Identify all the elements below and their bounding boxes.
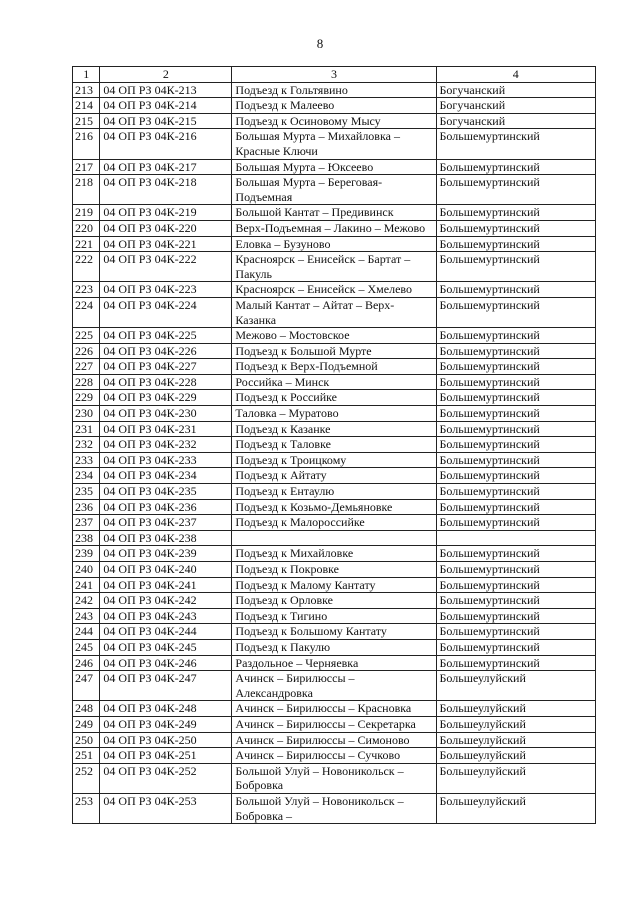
- district-cell: Большеулуйский: [436, 763, 595, 793]
- district-cell: Большемуртинский: [436, 359, 595, 375]
- road-name-cell: Ачинск – Бирилюссы – Красновка: [232, 701, 436, 717]
- road-id-cell: 04 ОП РЗ 04К-249: [100, 716, 232, 732]
- row-number-cell: 251: [73, 748, 100, 764]
- district-cell: Большеулуйский: [436, 716, 595, 732]
- table-row: [73, 577, 596, 593]
- table-row: [73, 205, 596, 221]
- table-row: [73, 624, 596, 640]
- table-row: [73, 98, 596, 114]
- road-name-cell: Подъезд к Казанке: [232, 421, 436, 437]
- table-row: [73, 328, 596, 344]
- table-row: [73, 484, 596, 500]
- table-row: [73, 252, 596, 282]
- district-cell: Большемуртинский: [436, 452, 595, 468]
- district-cell: Богучанский: [436, 98, 595, 114]
- road-id-cell: 04 ОП РЗ 04К-223: [100, 282, 232, 298]
- district-cell: Большемуртинский: [436, 608, 595, 624]
- road-id-cell: 04 ОП РЗ 04К-238: [100, 530, 232, 546]
- road-name-cell: Подъезд к Малороссийке: [232, 515, 436, 531]
- road-id-cell: 04 ОП РЗ 04К-250: [100, 732, 232, 748]
- road-name-cell: Красноярск – Енисейск – Бартат – Пакуль: [232, 252, 436, 282]
- table-row: [73, 671, 596, 701]
- row-number-cell: 240: [73, 562, 100, 578]
- road-id-cell: 04 ОП РЗ 04К-248: [100, 701, 232, 717]
- road-name-cell: Малый Кантат – Айтат – Верх-Казанка: [232, 297, 436, 327]
- road-name-cell: Большой Кантат – Предивинск: [232, 205, 436, 221]
- road-name-cell: Красноярск – Енисейск – Хмелево: [232, 282, 436, 298]
- road-name-cell: Подъезд к Малому Кантату: [232, 577, 436, 593]
- row-number-cell: 250: [73, 732, 100, 748]
- table-row: [73, 220, 596, 236]
- district-cell: Большемуртинский: [436, 562, 595, 578]
- district-cell: Богучанский: [436, 113, 595, 129]
- road-id-cell: 04 ОП РЗ 04К-232: [100, 437, 232, 453]
- table-row: [73, 593, 596, 609]
- district-cell: Большеулуйский: [436, 671, 595, 701]
- road-id-cell: 04 ОП РЗ 04К-252: [100, 763, 232, 793]
- table-row: [73, 236, 596, 252]
- table-row: [73, 159, 596, 175]
- road-name-cell: Подъезд к Михайловке: [232, 546, 436, 562]
- road-name-cell: Подъезд к Ентаулю: [232, 484, 436, 500]
- district-cell: Большемуртинский: [436, 252, 595, 282]
- row-number-cell: 236: [73, 499, 100, 515]
- district-cell: Богучанский: [436, 82, 595, 98]
- table-row: [73, 515, 596, 531]
- row-number-cell: 242: [73, 593, 100, 609]
- district-cell: Большемуртинский: [436, 175, 595, 205]
- road-name-cell: Подъезд к Гольтявино: [232, 82, 436, 98]
- table-row: [73, 530, 596, 546]
- district-cell: Большемуртинский: [436, 220, 595, 236]
- table-row: [73, 282, 596, 298]
- row-number-cell: 232: [73, 437, 100, 453]
- district-cell: Большемуртинский: [436, 159, 595, 175]
- row-number-cell: 252: [73, 763, 100, 793]
- road-name-cell: Большая Мурта – Береговая-Подъемная: [232, 175, 436, 205]
- road-name-cell: Подъезд к Таловке: [232, 437, 436, 453]
- road-id-cell: 04 ОП РЗ 04К-231: [100, 421, 232, 437]
- table-row: [73, 374, 596, 390]
- road-name-cell: Подъезд к Осиновому Мысу: [232, 113, 436, 129]
- table-row: [73, 716, 596, 732]
- road-name-cell: Подъезд к Пакулю: [232, 639, 436, 655]
- row-number-cell: 234: [73, 468, 100, 484]
- district-cell: Большемуртинский: [436, 624, 595, 640]
- road-id-cell: 04 ОП РЗ 04К-241: [100, 577, 232, 593]
- table-row: [73, 437, 596, 453]
- district-cell: Большеулуйский: [436, 701, 595, 717]
- district-cell: Большемуртинский: [436, 343, 595, 359]
- road-id-cell: 04 ОП РЗ 04К-236: [100, 499, 232, 515]
- row-number-cell: 224: [73, 297, 100, 327]
- road-id-cell: 04 ОП РЗ 04К-244: [100, 624, 232, 640]
- road-id-cell: 04 ОП РЗ 04К-213: [100, 82, 232, 98]
- table-row: [73, 655, 596, 671]
- road-name-cell: Подъезд к Малеево: [232, 98, 436, 114]
- table-row: [73, 359, 596, 375]
- row-number-cell: 241: [73, 577, 100, 593]
- row-number-cell: 215: [73, 113, 100, 129]
- road-id-cell: 04 ОП РЗ 04К-251: [100, 748, 232, 764]
- road-id-cell: 04 ОП РЗ 04К-233: [100, 452, 232, 468]
- district-cell: Большеулуйский: [436, 793, 595, 823]
- table-row: [73, 406, 596, 422]
- road-name-cell: Большой Улуй – Новоникольск – Бобровка: [232, 763, 436, 793]
- table-row: [73, 390, 596, 406]
- road-name-cell: Верх-Подъемная – Лакино – Межово: [232, 220, 436, 236]
- header-col-1: 1: [73, 67, 100, 83]
- road-id-cell: 04 ОП РЗ 04К-218: [100, 175, 232, 205]
- district-cell: Большемуртинский: [436, 236, 595, 252]
- table-row: [73, 175, 596, 205]
- district-cell: Большемуртинский: [436, 129, 595, 159]
- road-name-cell: Подъезд к Орловке: [232, 593, 436, 609]
- road-name-cell: Подъезд к Большой Мурте: [232, 343, 436, 359]
- district-cell: Большемуртинский: [436, 421, 595, 437]
- table-row: [73, 608, 596, 624]
- row-number-cell: 239: [73, 546, 100, 562]
- district-cell: Большемуртинский: [436, 437, 595, 453]
- table-row: [73, 82, 596, 98]
- road-name-cell: Подъезд к Айтату: [232, 468, 436, 484]
- road-name-cell: Ачинск – Бирилюссы – Сучково: [232, 748, 436, 764]
- road-id-cell: 04 ОП РЗ 04К-239: [100, 546, 232, 562]
- road-id-cell: 04 ОП РЗ 04К-216: [100, 129, 232, 159]
- road-name-cell: Таловка – Муратово: [232, 406, 436, 422]
- district-cell: Большемуртинский: [436, 546, 595, 562]
- row-number-cell: 244: [73, 624, 100, 640]
- row-number-cell: 228: [73, 374, 100, 390]
- district-cell: Большемуртинский: [436, 639, 595, 655]
- row-number-cell: 243: [73, 608, 100, 624]
- district-cell: [436, 530, 595, 546]
- table-row: [73, 297, 596, 327]
- row-number-cell: 246: [73, 655, 100, 671]
- table-row: [73, 499, 596, 515]
- road-name-cell: Подъезд к Козьмо-Демьяновке: [232, 499, 436, 515]
- row-number-cell: 229: [73, 390, 100, 406]
- row-number-cell: 238: [73, 530, 100, 546]
- road-id-cell: 04 ОП РЗ 04К-229: [100, 390, 232, 406]
- row-number-cell: 249: [73, 716, 100, 732]
- district-cell: Большемуртинский: [436, 297, 595, 327]
- district-cell: Большемуртинский: [436, 499, 595, 515]
- district-cell: Большеулуйский: [436, 732, 595, 748]
- table-row: [73, 748, 596, 764]
- page-number: 8: [316, 36, 324, 51]
- road-id-cell: 04 ОП РЗ 04К-253: [100, 793, 232, 823]
- road-name-cell: [232, 530, 436, 546]
- road-id-cell: 04 ОП РЗ 04К-217: [100, 159, 232, 175]
- district-cell: Большемуртинский: [436, 374, 595, 390]
- road-id-cell: 04 ОП РЗ 04К-219: [100, 205, 232, 221]
- road-id-cell: 04 ОП РЗ 04К-234: [100, 468, 232, 484]
- table-row: [73, 562, 596, 578]
- road-id-cell: 04 ОП РЗ 04К-235: [100, 484, 232, 500]
- road-name-cell: Еловка – Бузуново: [232, 236, 436, 252]
- row-number-cell: 226: [73, 343, 100, 359]
- road-id-cell: 04 ОП РЗ 04К-243: [100, 608, 232, 624]
- table-row: [73, 732, 596, 748]
- table-row: [73, 452, 596, 468]
- row-number-cell: 220: [73, 220, 100, 236]
- road-id-cell: 04 ОП РЗ 04К-224: [100, 297, 232, 327]
- road-id-cell: 04 ОП РЗ 04К-237: [100, 515, 232, 531]
- road-name-cell: Подъезд к Большому Кантату: [232, 624, 436, 640]
- district-cell: Большемуртинский: [436, 390, 595, 406]
- table-row: [73, 763, 596, 793]
- road-name-cell: Российка – Минск: [232, 374, 436, 390]
- header-col-2: 2: [100, 67, 232, 83]
- header-col-4: 4: [436, 67, 595, 83]
- road-id-cell: 04 ОП РЗ 04К-221: [100, 236, 232, 252]
- road-id-cell: 04 ОП РЗ 04К-242: [100, 593, 232, 609]
- header-col-3: 3: [232, 67, 436, 83]
- road-name-cell: Большая Мурта – Михайловка – Красные Ключи: [232, 129, 436, 159]
- road-name-cell: Подъезд к Верх-Подъемной: [232, 359, 436, 375]
- road-id-cell: 04 ОП РЗ 04К-246: [100, 655, 232, 671]
- district-cell: Большемуртинский: [436, 515, 595, 531]
- row-number-cell: 237: [73, 515, 100, 531]
- road-id-cell: 04 ОП РЗ 04К-247: [100, 671, 232, 701]
- row-number-cell: 233: [73, 452, 100, 468]
- road-id-cell: 04 ОП РЗ 04К-245: [100, 639, 232, 655]
- table-row: [73, 421, 596, 437]
- row-number-cell: 221: [73, 236, 100, 252]
- table-row: [73, 546, 596, 562]
- road-id-cell: 04 ОП РЗ 04К-225: [100, 328, 232, 344]
- table-header-row: [73, 67, 596, 83]
- district-cell: Большемуртинский: [436, 655, 595, 671]
- table-row: [73, 468, 596, 484]
- road-id-cell: 04 ОП РЗ 04К-215: [100, 113, 232, 129]
- road-id-cell: 04 ОП РЗ 04К-220: [100, 220, 232, 236]
- row-number-cell: 219: [73, 205, 100, 221]
- row-number-cell: 227: [73, 359, 100, 375]
- table-row: [73, 701, 596, 717]
- row-number-cell: 216: [73, 129, 100, 159]
- row-number-cell: 213: [73, 82, 100, 98]
- row-number-cell: 230: [73, 406, 100, 422]
- roads-table: [72, 66, 596, 824]
- road-name-cell: Раздольное – Черняевка: [232, 655, 436, 671]
- road-id-cell: 04 ОП РЗ 04К-226: [100, 343, 232, 359]
- district-cell: Большемуртинский: [436, 282, 595, 298]
- district-cell: Большемуртинский: [436, 328, 595, 344]
- table-row: [73, 343, 596, 359]
- road-name-cell: Ачинск – Бирилюссы – Симоново: [232, 732, 436, 748]
- road-id-cell: 04 ОП РЗ 04К-214: [100, 98, 232, 114]
- road-name-cell: Подъезд к Российке: [232, 390, 436, 406]
- district-cell: Большемуртинский: [436, 468, 595, 484]
- road-name-cell: Ачинск – Бирилюссы – Секретарка: [232, 716, 436, 732]
- row-number-cell: 214: [73, 98, 100, 114]
- road-id-cell: 04 ОП РЗ 04К-230: [100, 406, 232, 422]
- road-id-cell: 04 ОП РЗ 04К-228: [100, 374, 232, 390]
- row-number-cell: 217: [73, 159, 100, 175]
- row-number-cell: 248: [73, 701, 100, 717]
- row-number-cell: 253: [73, 793, 100, 823]
- row-number-cell: 235: [73, 484, 100, 500]
- district-cell: Большемуртинский: [436, 205, 595, 221]
- road-name-cell: Подъезд к Троицкому: [232, 452, 436, 468]
- row-number-cell: 218: [73, 175, 100, 205]
- district-cell: Большемуртинский: [436, 484, 595, 500]
- road-name-cell: Большая Мурта – Юксеево: [232, 159, 436, 175]
- table-row: [73, 113, 596, 129]
- table-row: [73, 793, 596, 823]
- road-name-cell: Подъезд к Покровке: [232, 562, 436, 578]
- road-name-cell: Межово – Мостовское: [232, 328, 436, 344]
- row-number-cell: 225: [73, 328, 100, 344]
- row-number-cell: 231: [73, 421, 100, 437]
- row-number-cell: 247: [73, 671, 100, 701]
- road-id-cell: 04 ОП РЗ 04К-240: [100, 562, 232, 578]
- road-name-cell: Большой Улуй – Новоникольск – Бобровка –: [232, 793, 436, 823]
- row-number-cell: 222: [73, 252, 100, 282]
- road-name-cell: Подъезд к Тигино: [232, 608, 436, 624]
- road-id-cell: 04 ОП РЗ 04К-222: [100, 252, 232, 282]
- row-number-cell: 245: [73, 639, 100, 655]
- road-id-cell: 04 ОП РЗ 04К-227: [100, 359, 232, 375]
- district-cell: Большемуртинский: [436, 593, 595, 609]
- district-cell: Большеулуйский: [436, 748, 595, 764]
- district-cell: Большемуртинский: [436, 577, 595, 593]
- row-number-cell: 223: [73, 282, 100, 298]
- table-row: [73, 129, 596, 159]
- table-row: [73, 639, 596, 655]
- district-cell: Большемуртинский: [436, 406, 595, 422]
- road-name-cell: Ачинск – Бирилюссы – Александровка: [232, 671, 436, 701]
- table-body: [73, 67, 596, 824]
